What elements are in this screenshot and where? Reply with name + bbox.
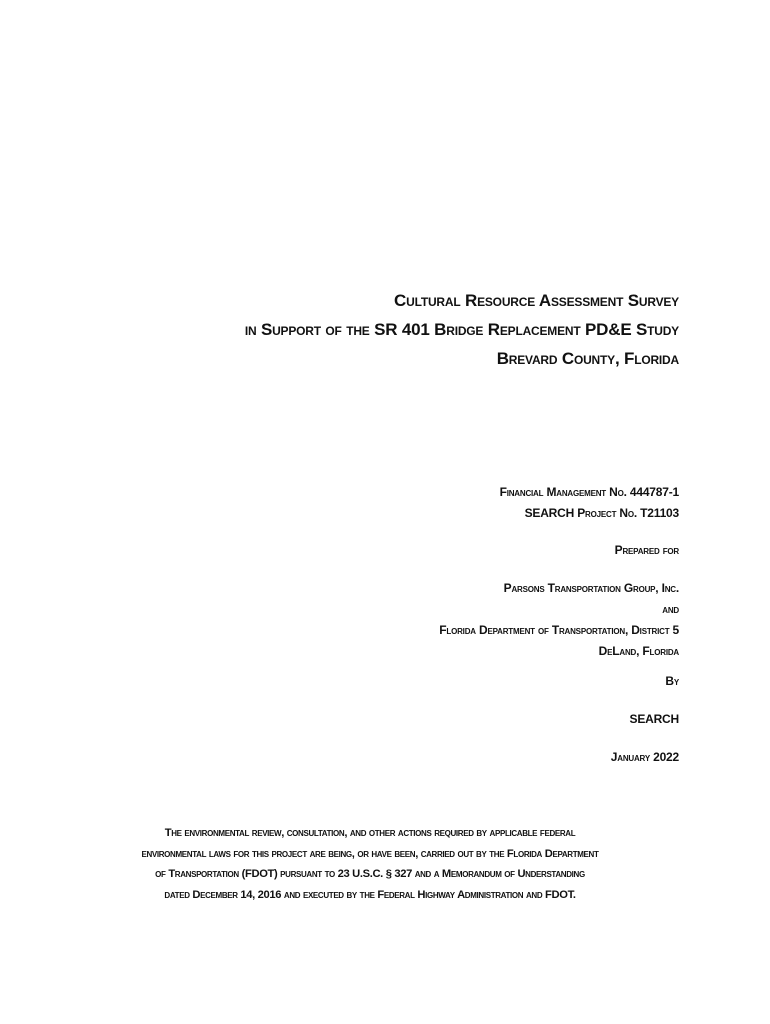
date-text: January 2022	[610, 750, 679, 764]
recipient-location: DeLand, Florida	[598, 644, 679, 658]
author	[630, 709, 679, 730]
by-label	[665, 671, 679, 692]
disclaimer-line-2: environmental laws for this project are being, or have been, carried out by the Florida Department	[141, 847, 599, 860]
by-text: By	[665, 674, 679, 688]
disclaimer-line-1: The environmental review, consultation, and other actions required by applicable federal	[164, 827, 576, 839]
nepa-assignment-disclaimer	[60, 823, 680, 905]
report-date	[611, 747, 679, 768]
report-title	[245, 286, 679, 373]
financial-management-number: Financial Management No. 444787-1	[499, 485, 679, 499]
recipient-conjunction: and	[662, 602, 679, 616]
disclaimer-line-4: dated December 14, 2016 and executed by the Federal Highway Administration and FDOT.	[164, 888, 576, 901]
project-numbers	[500, 482, 679, 524]
disclaimer-line-3: of Transportation (FDOT) pursuant to 23 U.S.C. § 327 and a Memorandum of Understanding	[155, 868, 585, 880]
title-line-1: Cultural Resource Assessment Survey	[394, 291, 679, 310]
prepared-for-text: Prepared for	[614, 543, 679, 557]
recipient-fdot: Florida Department of Transportation, District 5	[439, 623, 679, 637]
search-project-number: SEARCH Project No. T21103	[524, 506, 679, 520]
prepared-for-label	[615, 540, 679, 561]
title-line-2: in Support of the SR 401 Bridge Replacement PD&E Study	[244, 320, 679, 339]
prepared-for-recipients	[439, 578, 679, 662]
author-text: SEARCH	[629, 712, 679, 726]
title-line-3: Brevard County, Florida	[496, 349, 679, 368]
recipient-parsons: Parsons Transportation Group, Inc.	[503, 581, 679, 595]
